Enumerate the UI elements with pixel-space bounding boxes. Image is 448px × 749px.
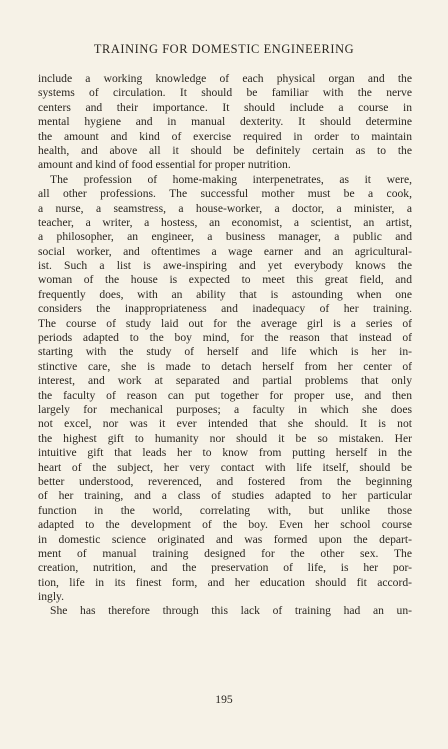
- text-line: systems of circulation. It should be familiar with the nerve: [38, 86, 412, 100]
- text-line: teacher, a writer, a hostess, an economist, a scientist, an artist,: [38, 215, 412, 229]
- text-line: ment of manual training designed for the other sex. The: [38, 546, 412, 560]
- text-line: not excel, nor was it ever intended that she should. It is not: [38, 417, 412, 431]
- text-line: interest, and work at separated and partial problems that only: [38, 374, 412, 388]
- text-line: intuitive gift that leads her to know from putting herself in the: [38, 446, 412, 460]
- running-head: TRAINING FOR DOMESTIC ENGINEERING: [93, 42, 355, 56]
- text-line: considers the inappropriateness and inadequacy of her training.: [38, 302, 412, 316]
- text-line: heart of the subject, her very contact with life itself, should be: [38, 460, 412, 474]
- text-line: the amount and kind of exercise required in order to maintain: [38, 129, 412, 143]
- body-text: [38, 72, 412, 619]
- text-line: a nurse, a seamstress, a house-worker, a doctor, a minister, a: [38, 201, 412, 215]
- text-line: ist. Such a list is awe-inspiring and yet everybody knows the: [38, 259, 412, 273]
- text-line: woman of the house is expected to meet this great field, and: [38, 273, 412, 287]
- text-line: mental hygiene and in manual dexterity. It should determine: [38, 115, 412, 129]
- text-line: ingly.: [38, 590, 64, 604]
- text-line: starting with the study of herself and life which is her in-: [38, 345, 412, 359]
- text-line: largely for mechanical purposes; a faculty in which she does: [38, 402, 412, 416]
- text-line: amount and kind of food essential for proper nutrition.: [38, 158, 291, 172]
- text-line: The profession of home-making interpenetrates, as it were,: [50, 172, 412, 186]
- text-line: include a working knowledge of each physical organ and the: [38, 72, 412, 85]
- text-line: all other professions. The successful mother must be a cook,: [38, 187, 412, 201]
- text-line: She has therefore through this lack of training had an un-: [50, 604, 412, 618]
- text-line: periods adapted to the boy mind, for the reason that instead of: [38, 331, 412, 345]
- text-line: the highest gift to humanity nor should it be so mistaken. Her: [38, 431, 412, 445]
- text-line: centers and their importance. It should include a course in: [38, 100, 412, 114]
- text-line: adapted to the development of the boy. Even her school course: [38, 518, 412, 532]
- text-line: function in the world, correlating with, but unlike those: [38, 503, 412, 517]
- text-line: better understood, reverenced, and fostered from the beginning: [38, 474, 412, 488]
- text-line: social worker, and oftentimes a wage earner and an agricultural-: [38, 244, 412, 258]
- text-line: tion, life in its finest form, and her education should fit accord-: [38, 575, 412, 589]
- text-line: frequently does, with an ability that is astounding when one: [38, 287, 412, 301]
- page-number: 195: [215, 693, 233, 706]
- text-line: The course of study laid out for the average girl is a series of: [38, 316, 412, 330]
- text-line: of her training, and a class of studies adapted to her particular: [38, 489, 412, 503]
- text-line: a philosopher, an engineer, a business manager, a public and: [38, 230, 412, 244]
- text-line: the faculty of reason can put together for proper use, and then: [38, 388, 412, 402]
- text-line: health, and above all it should be definitely certain as to the: [38, 143, 412, 157]
- text-line: stinctive care, she is made to detach herself from her center of: [38, 359, 412, 373]
- text-line: in domestic science originated and was formed upon the depart-: [38, 532, 412, 546]
- text-line: creation, nutrition, and the preservation of life, is her por-: [38, 561, 412, 575]
